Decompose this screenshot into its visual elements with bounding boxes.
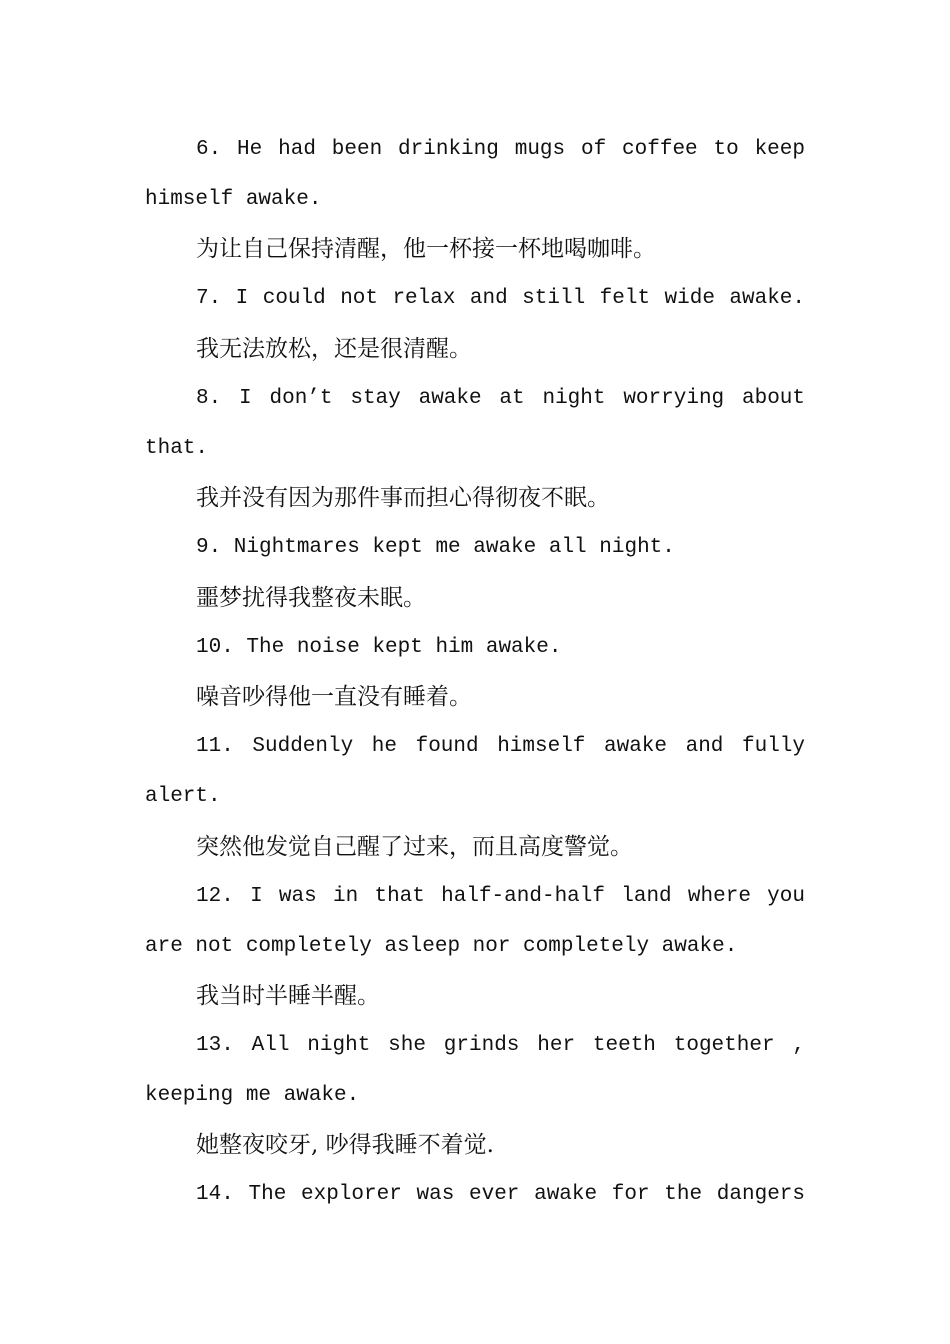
sentence-10: 10. The noise kept him awake. [196, 636, 562, 659]
sentence-9: 9. Nightmares kept me awake all night. [196, 536, 675, 559]
sentence-14-line-1: 14. The explorer was ever awake for the dangers [196, 1183, 805, 1206]
sentence-13-line-1: 13. All night she grinds her teeth together , [196, 1034, 805, 1057]
sentence-11-line-2: alert. [145, 785, 221, 808]
translation-8: 我并没有因为那件事而担心得彻夜不眠。 [196, 485, 610, 511]
sentence-8-line-1: 8. I don’t stay awake at night worrying about [196, 387, 805, 410]
translation-10: 噪音吵得他一直没有睡着。 [196, 684, 472, 710]
sentence-6-line-2: himself awake. [145, 188, 322, 211]
translation-12: 我当时半睡半醒。 [196, 983, 380, 1009]
sentence-13-line-2: keeping me awake. [145, 1084, 360, 1107]
sentence-8-line-2: that. [145, 437, 209, 460]
sentence-11-line-1: 11. Suddenly he found himself awake and fully [196, 735, 805, 758]
sentence-7: 7. I could not relax and still felt wide awake. [196, 287, 805, 310]
translation-6: 为让自己保持清醒，他一杯接一杯地喝咖啡。 [196, 236, 656, 262]
translation-9: 噩梦扰得我整夜未眠。 [196, 585, 426, 611]
translation-7: 我无法放松，还是很清醒。 [196, 336, 472, 362]
sentence-12-line-2: are not completely asleep nor completely awake. [145, 935, 738, 958]
translation-11: 突然他发觉自己醒了过来，而且高度警觉。 [196, 834, 633, 860]
sentence-12-line-1: 12. I was in that half-and-half land where you [196, 885, 805, 908]
sentence-6-line-1: 6. He had been drinking mugs of coffee to keep [196, 138, 805, 161]
translation-13: 她整夜咬牙, 吵得我睡不着觉. [196, 1132, 494, 1158]
